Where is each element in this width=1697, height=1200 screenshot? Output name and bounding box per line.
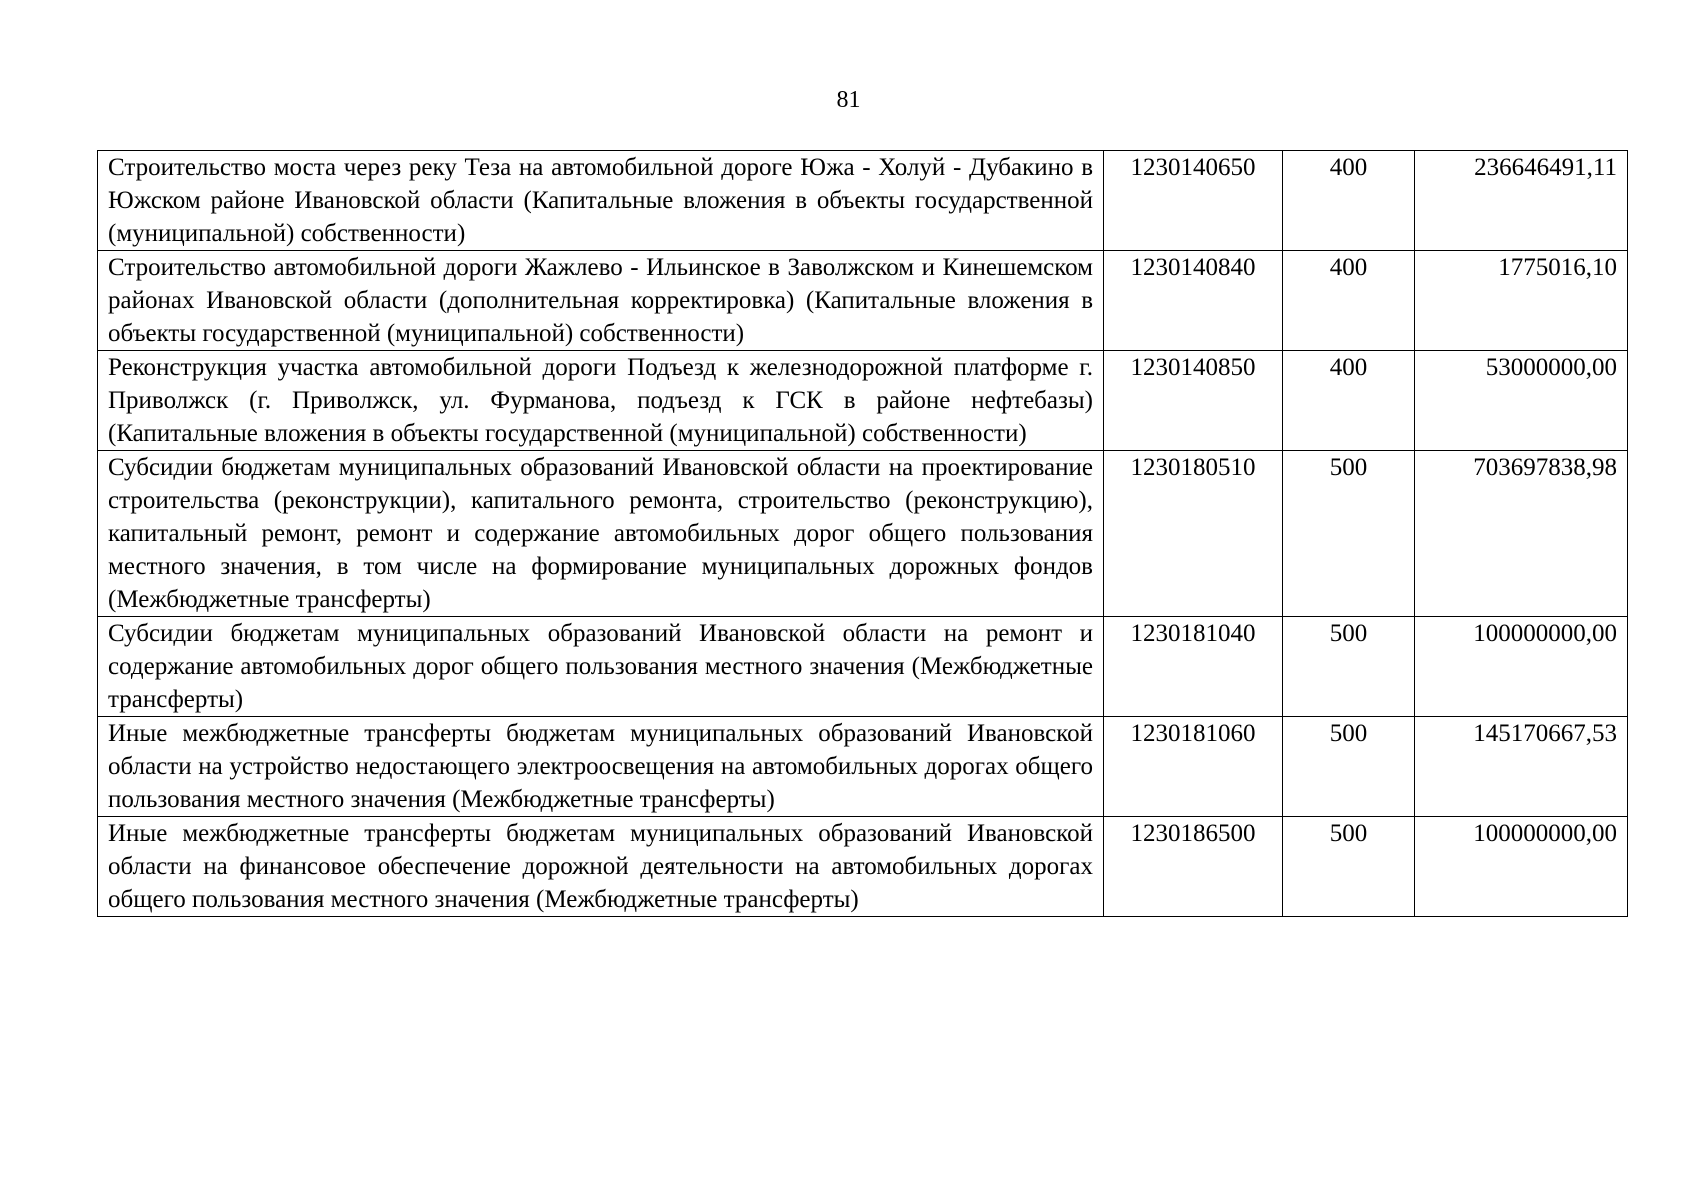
row-code: 1230181040 (1104, 617, 1283, 717)
table-row (98, 351, 1628, 451)
row-code: 1230140650 (1104, 151, 1283, 251)
row-code: 1230180510 (1104, 451, 1283, 617)
row-type: 500 (1283, 617, 1415, 717)
row-amount: 53000000,00 (1415, 351, 1628, 451)
row-code: 1230140850 (1104, 351, 1283, 451)
budget-table (97, 150, 1628, 917)
row-description: Реконструкция участка автомобильной дороги Подъезд к железнодорожной платформе г. Приволжск (г. Приволжск, ул. Фурманова, подъезд к ГСК в районе нефтебазы) (Капитальные вложения в объекты государственной (муниципальной) собственности) (98, 351, 1104, 451)
row-amount: 236646491,11 (1415, 151, 1628, 251)
row-description: Субсидии бюджетам муниципальных образований Ивановской области на проектирование строительства (реконструкции), капитального ремонта, строительство (реконструкцию), капитальный ремонт, ремонт и содержание автомобильных дорог общего пользования местного значения, в том числе на формирование муниципальных дорожных фондов (Межбюджетные трансферты) (98, 451, 1104, 617)
row-description: Строительство моста через реку Теза на автомобильной дороге Южа - Холуй - Дубакино в Южском районе Ивановской области (Капитальные вложения в объекты государственной (муниципальной) собственности) (98, 151, 1104, 251)
row-description: Строительство автомобильной дороги Жажлево - Ильинское в Заволжском и Кинешемском районах Ивановской области (дополнительная корректировка) (Капитальные вложения в объекты государственной (муниципальной) собственности) (98, 251, 1104, 351)
row-type: 400 (1283, 251, 1415, 351)
row-type: 400 (1283, 151, 1415, 251)
row-amount: 145170667,53 (1415, 717, 1628, 817)
row-code: 1230181060 (1104, 717, 1283, 817)
row-type: 500 (1283, 451, 1415, 617)
table-row (98, 151, 1628, 251)
page-number: 81 (836, 87, 861, 113)
row-code: 1230186500 (1104, 817, 1283, 917)
row-amount: 100000000,00 (1415, 617, 1628, 717)
table-row (98, 451, 1628, 617)
table-row (98, 251, 1628, 351)
row-amount: 1775016,10 (1415, 251, 1628, 351)
table-row (98, 817, 1628, 917)
row-description: Иные межбюджетные трансферты бюджетам муниципальных образований Ивановской области на финансовое обеспечение дорожной деятельности на автомобильных дорогах общего пользования местного значения (Межбюджетные трансферты) (98, 817, 1104, 917)
table-row (98, 717, 1628, 817)
row-type: 500 (1283, 717, 1415, 817)
table-row (98, 617, 1628, 717)
row-type: 400 (1283, 351, 1415, 451)
row-code: 1230140840 (1104, 251, 1283, 351)
row-description: Иные межбюджетные трансферты бюджетам муниципальных образований Ивановской области на устройство недостающего электроосвещения на автомобильных дорогах общего пользования местного значения (Межбюджетные трансферты) (98, 717, 1104, 817)
row-description: Субсидии бюджетам муниципальных образований Ивановской области на ремонт и содержание автомобильных дорог общего пользования местного значения (Межбюджетные трансферты) (98, 617, 1104, 717)
row-amount: 100000000,00 (1415, 817, 1628, 917)
row-type: 500 (1283, 817, 1415, 917)
row-amount: 703697838,98 (1415, 451, 1628, 617)
